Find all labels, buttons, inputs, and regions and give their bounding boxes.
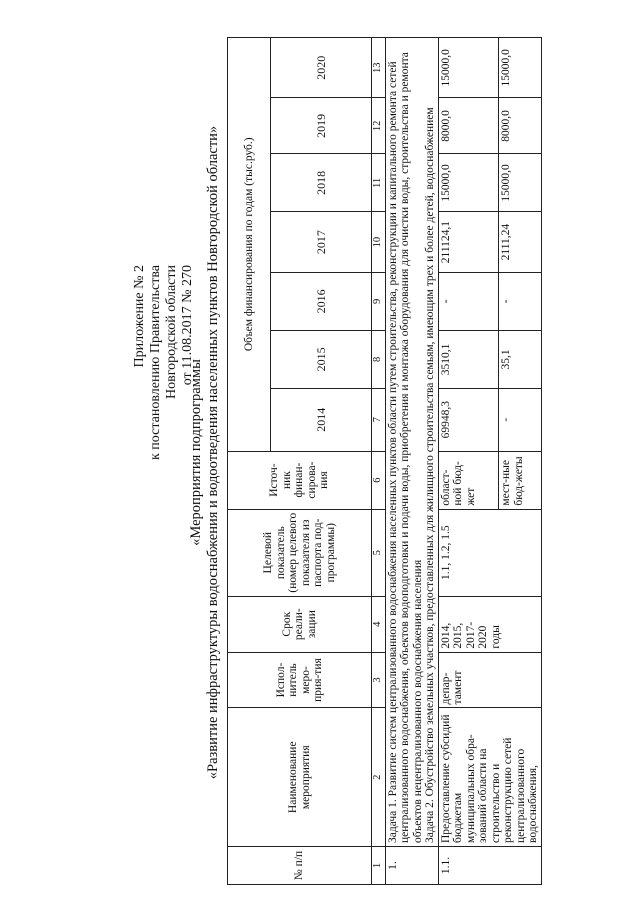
appendix-header: [132, 265, 196, 905]
item-name: Предоставление субсидий бюджетам муниципальных обра-зований области на строительство и реконструкцию сетей централизованного водоснабжения,: [438, 708, 541, 847]
header-source: Источ-ник финан-сирова-ния: [228, 451, 372, 509]
task-descriptions: [385, 38, 438, 847]
item-term: 2014, 2015, 2017-2020 годы: [438, 596, 541, 652]
activities-table: [227, 37, 542, 885]
header-target: Целевой показатель (номер целевого показателя из паспорта под-программы): [228, 509, 372, 596]
funding-value: 8000,0: [438, 98, 499, 154]
header-year: 2014: [271, 388, 372, 451]
appendix-region: Новгородской области: [164, 265, 179, 399]
column-number: 3: [372, 652, 386, 708]
header-row-1: [228, 38, 271, 885]
header-year: 2017: [271, 212, 372, 272]
header-year: 2016: [271, 272, 372, 330]
header-term: Срок реали-зации: [228, 596, 372, 652]
title-line-1: «Мероприятия подпрограммы: [188, 359, 204, 546]
column-number: 7: [372, 388, 386, 451]
header-executor: Испол-нитель меро-прия-тия: [228, 652, 372, 708]
item-num: 1.1.: [438, 847, 541, 885]
header-name: Наименование мероприятия: [228, 708, 372, 847]
title-line-2: «Развитие инфраструктуры водоснабжения и водоотведения населенных пунктов Новгородской области»: [205, 125, 221, 780]
task-num: 1.: [385, 847, 438, 885]
funding-value: 35,1: [499, 330, 541, 388]
column-number: 5: [372, 509, 386, 596]
appendix-number: Приложение № 2: [132, 265, 147, 368]
funding-value: 15000,0: [438, 154, 499, 212]
funding-value: 8000,0: [499, 98, 541, 154]
column-number-row: [372, 38, 386, 885]
item-target: 1.1, 1.2, 1.5: [438, 509, 541, 596]
task-1-text: Задача 1. Развитие систем централизованного водоснабжения населенных пунктов области путем строительства, реконструкции и капитального ремонта сетей централизованного водоснабжения, объектов водоподготовки и подачи воды, приобретения и монтажа оборудования для очистки воды, строительства и ремонта объектов нецентрализованного водоснабжения населения: [386, 52, 424, 844]
funding-value: 69948,3: [438, 388, 499, 451]
funding-value: 211124,1: [438, 212, 499, 272]
column-number: 8: [372, 330, 386, 388]
item-executor: депар-тамент: [438, 652, 541, 708]
column-number: 11: [372, 154, 386, 212]
column-number: 1: [372, 847, 386, 885]
funding-value: 15000,0: [499, 38, 541, 98]
column-number: 4: [372, 596, 386, 652]
funding-value: -: [499, 272, 541, 330]
funding-value: 3510,1: [438, 330, 499, 388]
funding-value: 15000,0: [499, 154, 541, 212]
header-year: 2020: [271, 38, 372, 98]
document-title: [188, 0, 222, 905]
column-number: 9: [372, 272, 386, 330]
header-year: 2015: [271, 330, 372, 388]
item-source: мест-ные бюд-жеты: [499, 451, 541, 509]
header-year: 2018: [271, 154, 372, 212]
funding-value: -: [438, 272, 499, 330]
task-row: [385, 38, 438, 885]
item-source: област-ной бюд-жет: [438, 451, 499, 509]
column-number: 13: [372, 38, 386, 98]
appendix-resolution: к постановлению Правительства: [148, 265, 163, 461]
funding-value: 15000,0: [438, 38, 499, 98]
column-number: 2: [372, 708, 386, 847]
appendix-date: от 11.08.2017 № 270: [180, 265, 195, 386]
task-2-text: Задача 2. Обустройство земельных участков, предоставленных для жилищного строительства семьям, имеющим трех и более детей, водоснабжением: [424, 107, 436, 844]
column-number: 6: [372, 451, 386, 509]
funding-value: -: [499, 388, 541, 451]
column-number: 10: [372, 212, 386, 272]
header-year: 2019: [271, 98, 372, 154]
header-num: № п/п: [228, 847, 372, 885]
funding-value: 2111,24: [499, 212, 541, 272]
header-funding: Объем финансирования по годам (тыс.руб.): [228, 38, 271, 452]
item-row-regional: [438, 38, 499, 885]
column-number: 12: [372, 98, 386, 154]
